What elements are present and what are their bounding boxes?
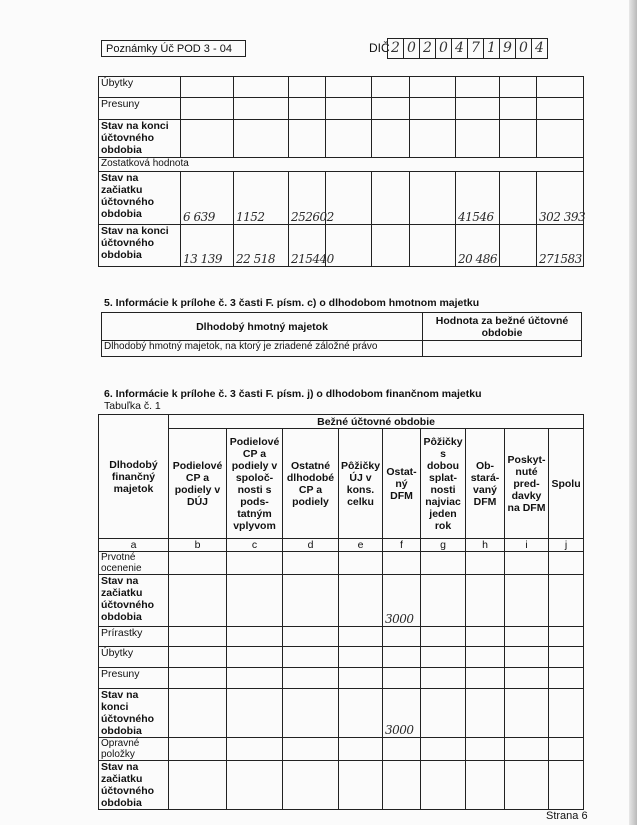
dic-digit: 7 <box>468 39 484 58</box>
table-cell <box>339 668 383 689</box>
row-label: Stav na konci účtovného obdobia <box>99 225 181 267</box>
dic-digit: 1 <box>484 39 500 58</box>
dic-digit: 2 <box>420 39 436 58</box>
table-cell <box>410 77 456 98</box>
table-cell <box>169 689 227 738</box>
section-label: Zostatková hodnota <box>99 158 584 172</box>
column-header: Pôžičky ÚJ v kons. celku <box>339 429 383 539</box>
table-cell <box>169 668 227 689</box>
s5-col-hodnota: Hodnota za bežné účtovné obdobie <box>423 313 582 341</box>
table-cell <box>283 575 339 627</box>
column-header: Poskyt-nuté pred-davky na DFM <box>505 429 549 539</box>
table-cell <box>339 575 383 627</box>
table-cell <box>456 98 500 120</box>
table-cell <box>421 575 466 627</box>
table-cell <box>234 120 289 158</box>
table-cell <box>227 668 283 689</box>
table-cell <box>466 738 505 761</box>
table-cell <box>549 647 584 668</box>
table-cell <box>410 172 456 225</box>
section-label: Opravné položky <box>99 738 169 761</box>
table-cell <box>505 575 549 627</box>
table-cell <box>383 552 421 575</box>
table-cell <box>181 98 234 120</box>
column-letter: h <box>466 539 505 552</box>
column-letter: c <box>227 539 283 552</box>
column-header: Ob-stará-vaný DFM <box>466 429 505 539</box>
table-cell <box>383 627 421 647</box>
row-label: Stav na konci účtovného obdobia <box>99 689 169 738</box>
table-cell <box>466 761 505 810</box>
column-letter: i <box>505 539 549 552</box>
table-cell: 22 518 <box>234 225 289 267</box>
table-row <box>99 761 584 810</box>
table-cell: 6 639 <box>181 172 234 225</box>
table-cell <box>505 552 549 575</box>
document-title: Poznámky Úč POD 3 - 04 <box>101 40 246 57</box>
table-cell <box>169 552 227 575</box>
table-cell <box>283 738 339 761</box>
table-cell <box>549 552 584 575</box>
table-row <box>99 627 584 647</box>
section-row <box>99 158 584 172</box>
table-cell <box>227 689 283 738</box>
table-row <box>99 225 584 267</box>
column-letter: g <box>421 539 466 552</box>
table-cell <box>410 225 456 267</box>
column-letter: j <box>549 539 584 552</box>
dic-digit: 4 <box>535 40 544 56</box>
table-cell <box>537 77 584 98</box>
table-cell <box>466 668 505 689</box>
row-label: Úbytky <box>99 77 181 98</box>
s5-row-label: Dlhodobý hmotný majetok, na ktorý je zriadené záložné právo <box>102 341 423 357</box>
row-label: Presuny <box>99 668 169 689</box>
table-cell <box>421 627 466 647</box>
table-cell <box>466 575 505 627</box>
s6-row-header: Dlhodobý finančný majetok <box>99 415 169 539</box>
table-cell <box>466 627 505 647</box>
table-cell: 3000 <box>383 689 421 738</box>
table-cell: 13 139 <box>181 225 234 267</box>
column-header: Ostatné dlhodobé CP a podiely <box>283 429 339 539</box>
table-cell <box>372 120 410 158</box>
table-cell <box>421 552 466 575</box>
table-cell <box>500 225 537 267</box>
table-cell <box>456 120 500 158</box>
column-header: Ostat-ný DFM <box>383 429 421 539</box>
table-cell <box>289 98 326 120</box>
dic-label: DIČ <box>369 41 390 55</box>
table-cell <box>339 738 383 761</box>
dic-digit: 0 <box>516 39 532 58</box>
dic-boxes <box>387 38 548 59</box>
table-cell: 302 393 <box>537 172 584 225</box>
table-cell: 215440 <box>289 225 326 267</box>
table-cell <box>326 98 372 120</box>
table-cell <box>283 761 339 810</box>
table-cell <box>289 120 326 158</box>
table-cell <box>283 668 339 689</box>
column-letter: b <box>169 539 227 552</box>
table-cell <box>169 761 227 810</box>
row-label: Stav na začiatku účtovného obdobia <box>99 172 181 225</box>
table-cell <box>227 627 283 647</box>
table-cell <box>466 689 505 738</box>
table-cell: 20 486 <box>456 225 500 267</box>
table-cell <box>339 689 383 738</box>
table-cell <box>505 689 549 738</box>
table-cell <box>421 647 466 668</box>
column-header: Podielové CP a podiely v DÚJ <box>169 429 227 539</box>
table-row <box>99 668 584 689</box>
table-cell <box>383 738 421 761</box>
section-label: Prvotné ocenenie <box>99 552 169 575</box>
table-cell <box>227 761 283 810</box>
section-6-subtitle: Tabuľka č. 1 <box>104 400 161 412</box>
table-cell <box>339 761 383 810</box>
row-label: Stav na konci účtovného obdobia <box>99 120 181 158</box>
table-cell <box>339 552 383 575</box>
column-header: Pôžičky s dobou splat-nosti najviac jeden rok <box>421 429 466 539</box>
dic-digit: 2 <box>388 39 404 58</box>
table-cell <box>505 668 549 689</box>
table-cell <box>500 98 537 120</box>
table-cell: 252602 <box>289 172 326 225</box>
table-cell <box>549 761 584 810</box>
table-cell <box>372 98 410 120</box>
table-cell <box>326 77 372 98</box>
table-cell <box>421 668 466 689</box>
table-row <box>99 647 584 668</box>
dic-digit: 0 <box>404 39 420 58</box>
table-cell <box>549 738 584 761</box>
table-cell <box>181 120 234 158</box>
table-cell: 271583 <box>537 225 584 267</box>
table-cell <box>383 761 421 810</box>
row-label: Presuny <box>99 98 181 120</box>
table-cell <box>537 98 584 120</box>
table-row <box>99 689 584 738</box>
s5-col-majetok: Dlhodobý hmotný majetok <box>102 313 423 341</box>
table-row <box>99 98 584 120</box>
column-letter: e <box>339 539 383 552</box>
section-row <box>99 552 584 575</box>
table-cell <box>234 98 289 120</box>
row-label: Prírastky <box>99 627 169 647</box>
s6-period-header: Bežné účtovné obdobie <box>169 415 584 429</box>
section-row <box>99 738 584 761</box>
table-row <box>99 120 584 158</box>
column-letter: f <box>383 539 421 552</box>
section-5-table <box>101 312 582 357</box>
column-letter: a <box>99 539 169 552</box>
table-cell <box>169 575 227 627</box>
table-cell <box>549 627 584 647</box>
table-cell <box>505 761 549 810</box>
table-cell <box>372 225 410 267</box>
table-cell <box>505 738 549 761</box>
table-cell <box>549 575 584 627</box>
s5-row-value <box>423 341 582 357</box>
table-cell <box>227 738 283 761</box>
row-label: Stav na začiatku účtovného obdobia <box>99 761 169 810</box>
table-cell <box>169 647 227 668</box>
page-number: Strana 6 <box>546 810 588 822</box>
dic-digit: 9 <box>500 39 516 58</box>
table-cell <box>326 120 372 158</box>
table-cell <box>537 120 584 158</box>
table-cell <box>283 552 339 575</box>
table-cell <box>421 761 466 810</box>
table-cell <box>339 647 383 668</box>
table-cell <box>421 689 466 738</box>
table-cell <box>500 77 537 98</box>
table-cell <box>283 627 339 647</box>
section-6-table <box>98 414 584 810</box>
table-cell <box>549 689 584 738</box>
table-cell <box>169 627 227 647</box>
table-cell <box>339 627 383 647</box>
table-cell <box>456 77 500 98</box>
table-cell <box>372 172 410 225</box>
table-cell <box>466 552 505 575</box>
table-cell <box>234 77 289 98</box>
table-cell <box>283 689 339 738</box>
table-cell <box>181 77 234 98</box>
table-row <box>99 77 584 98</box>
dic-digit: 4 <box>452 39 468 58</box>
table-cell <box>227 647 283 668</box>
table-cell <box>289 77 326 98</box>
table-cell <box>283 647 339 668</box>
table-cell <box>227 552 283 575</box>
table-cell: 1152 <box>234 172 289 225</box>
table-cell <box>505 647 549 668</box>
page-edge <box>629 0 637 825</box>
row-label: Stav na začiatku účtovného obdobia <box>99 575 169 627</box>
table-row <box>99 575 584 627</box>
section-6-title: 6. Informácie k prílohe č. 3 časti F. písm. j) o dlhodobom finančnom majetku <box>104 388 482 400</box>
table-cell <box>505 627 549 647</box>
table-cell: 3000 <box>383 575 421 627</box>
table-cell <box>383 668 421 689</box>
table-cell <box>169 738 227 761</box>
table-cell <box>466 647 505 668</box>
table-cell <box>410 98 456 120</box>
table-cell <box>500 172 537 225</box>
top-table <box>98 76 584 267</box>
column-header: Spolu <box>549 429 584 539</box>
dic-digit: 0 <box>436 39 452 58</box>
table-cell <box>410 120 456 158</box>
table-row <box>99 172 584 225</box>
column-letter: d <box>283 539 339 552</box>
table-cell <box>383 647 421 668</box>
table-cell: 41546 <box>456 172 500 225</box>
row-label: Úbytky <box>99 647 169 668</box>
section-5-title: 5. Informácie k prílohe č. 3 časti F. písm. c) o dlhodobom hmotnom majetku <box>104 297 480 309</box>
table-cell <box>227 575 283 627</box>
column-header: Podielové CP a podiely v spoloč-nosti s pods-tatným vplyvom <box>227 429 283 539</box>
table-cell <box>549 668 584 689</box>
table-cell <box>372 77 410 98</box>
table-cell <box>421 738 466 761</box>
table-cell <box>500 120 537 158</box>
